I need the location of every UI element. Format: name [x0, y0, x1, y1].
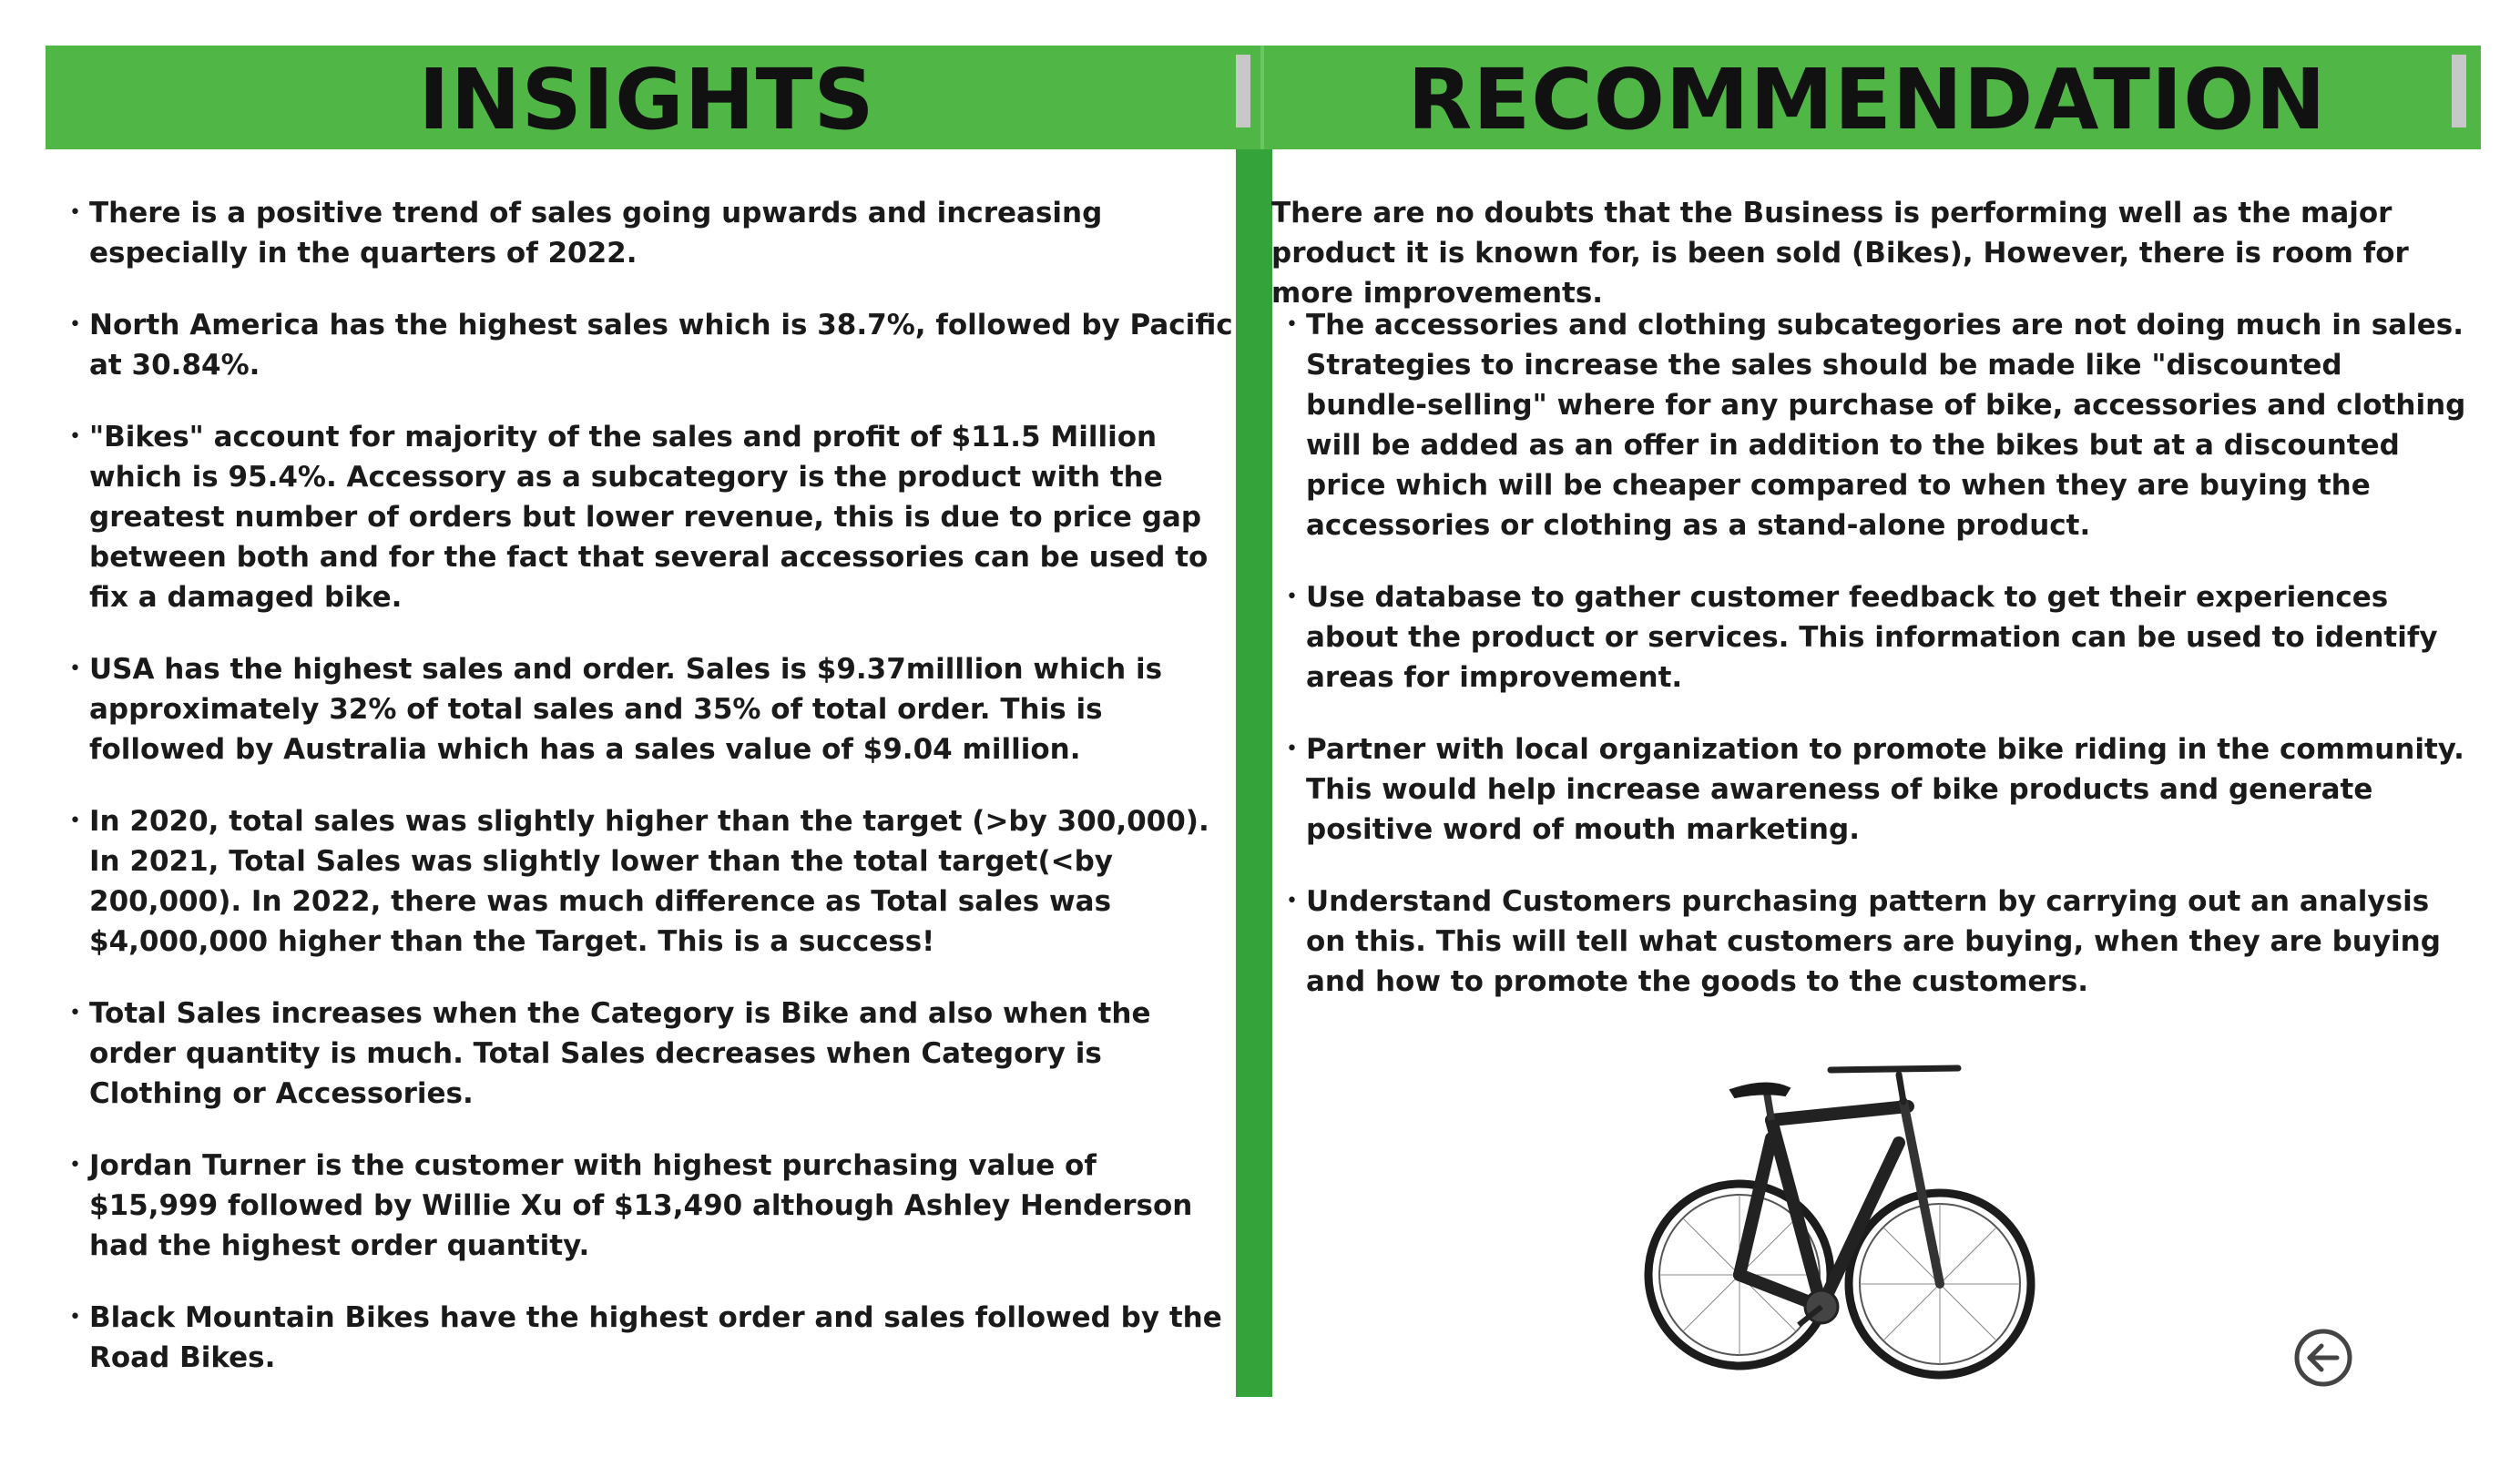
recommendation-item: • Understand Customers purchasing pattern by carrying out an analysis on this. This will tell what customers are buying, when they are buying and how to promote the goods to the customers. — [1290, 881, 2469, 1002]
insights-list — [73, 193, 1234, 1410]
recommendation-title: RECOMMENDATION — [1407, 51, 2327, 148]
grey-tab-right — [2452, 55, 2466, 127]
insight-item: • "Bikes" account for majority of the sales and profit of $11.5 Million which is 95.4%. Accessory as a subcategory is the product with the greatest number of orders but lower revenue, this is due to price gap between both and for the fact that several accessories can be used to fix a damaged bike. — [73, 417, 1234, 617]
insights-title: INSIGHTS — [418, 51, 875, 148]
center-divider-bar — [1236, 149, 1272, 1397]
recommendation-list — [1290, 305, 2469, 1034]
insight-item: • USA has the highest sales and order. Sales is $9.37milllion which is approximately 32% of total sales and 35% of total order. This is followed by Australia which has a sales value of $9.04 million. — [73, 649, 1234, 769]
insight-item: • Total Sales increases when the Category is Bike and also when the order quantity is much. Total Sales decreases when Category is Clothing or Accessories. — [73, 993, 1234, 1114]
insight-item: • Black Mountain Bikes have the highest order and sales followed by the Road Bikes. — [73, 1298, 1234, 1378]
recommendation-item: • Partner with local organization to promote bike riding in the community. This would help increase awareness of bike products and generate positive word of mouth marketing. — [1290, 729, 2469, 850]
insight-item: • Jordan Turner is the customer with highest purchasing value of $15,999 followed by Willie Xu of $13,490 although Ashley Henderson had the highest order quantity. — [73, 1146, 1234, 1266]
insight-item: • North America has the highest sales which is 38.7%, followed by Pacific at 30.84%. — [73, 305, 1234, 385]
recommendation-item: • Use database to gather customer feedback to get their experiences about the product or services. This information can be used to identify areas for improvement. — [1290, 577, 2469, 698]
header-divider — [1260, 46, 1264, 149]
mountain-bike-image — [1644, 1052, 2035, 1398]
back-arrow-icon[interactable] — [2293, 1328, 2353, 1388]
recommendation-intro: There are no doubts that the Business is performing well as the major product it is known for, is been sold (Bikes), However, there is room for more improvements. — [1271, 197, 2409, 310]
grey-tab-left — [1236, 55, 1250, 127]
insight-item: • There is a positive trend of sales going upwards and increasing especially in the quarters of 2022. — [73, 193, 1234, 273]
recommendation-item: • The accessories and clothing subcategories are not doing much in sales. Strategies to increase the sales should be made like "discounted bundle-selling" where for any purchase of bike, accessories and clothing will be added as an offer in addition to the bikes but at a discounted price which will be cheaper compared to when they are buying the accessories or clothing as a stand-alone product. — [1290, 305, 2469, 545]
insight-item: • In 2020, total sales was slightly higher than the target (>by 300,000). In 2021, Total Sales was slightly lower than the total target(<by 200,000). In 2022, there was much difference as Total sales was $4,000,000 higher than the Target. This is a success! — [73, 801, 1234, 962]
